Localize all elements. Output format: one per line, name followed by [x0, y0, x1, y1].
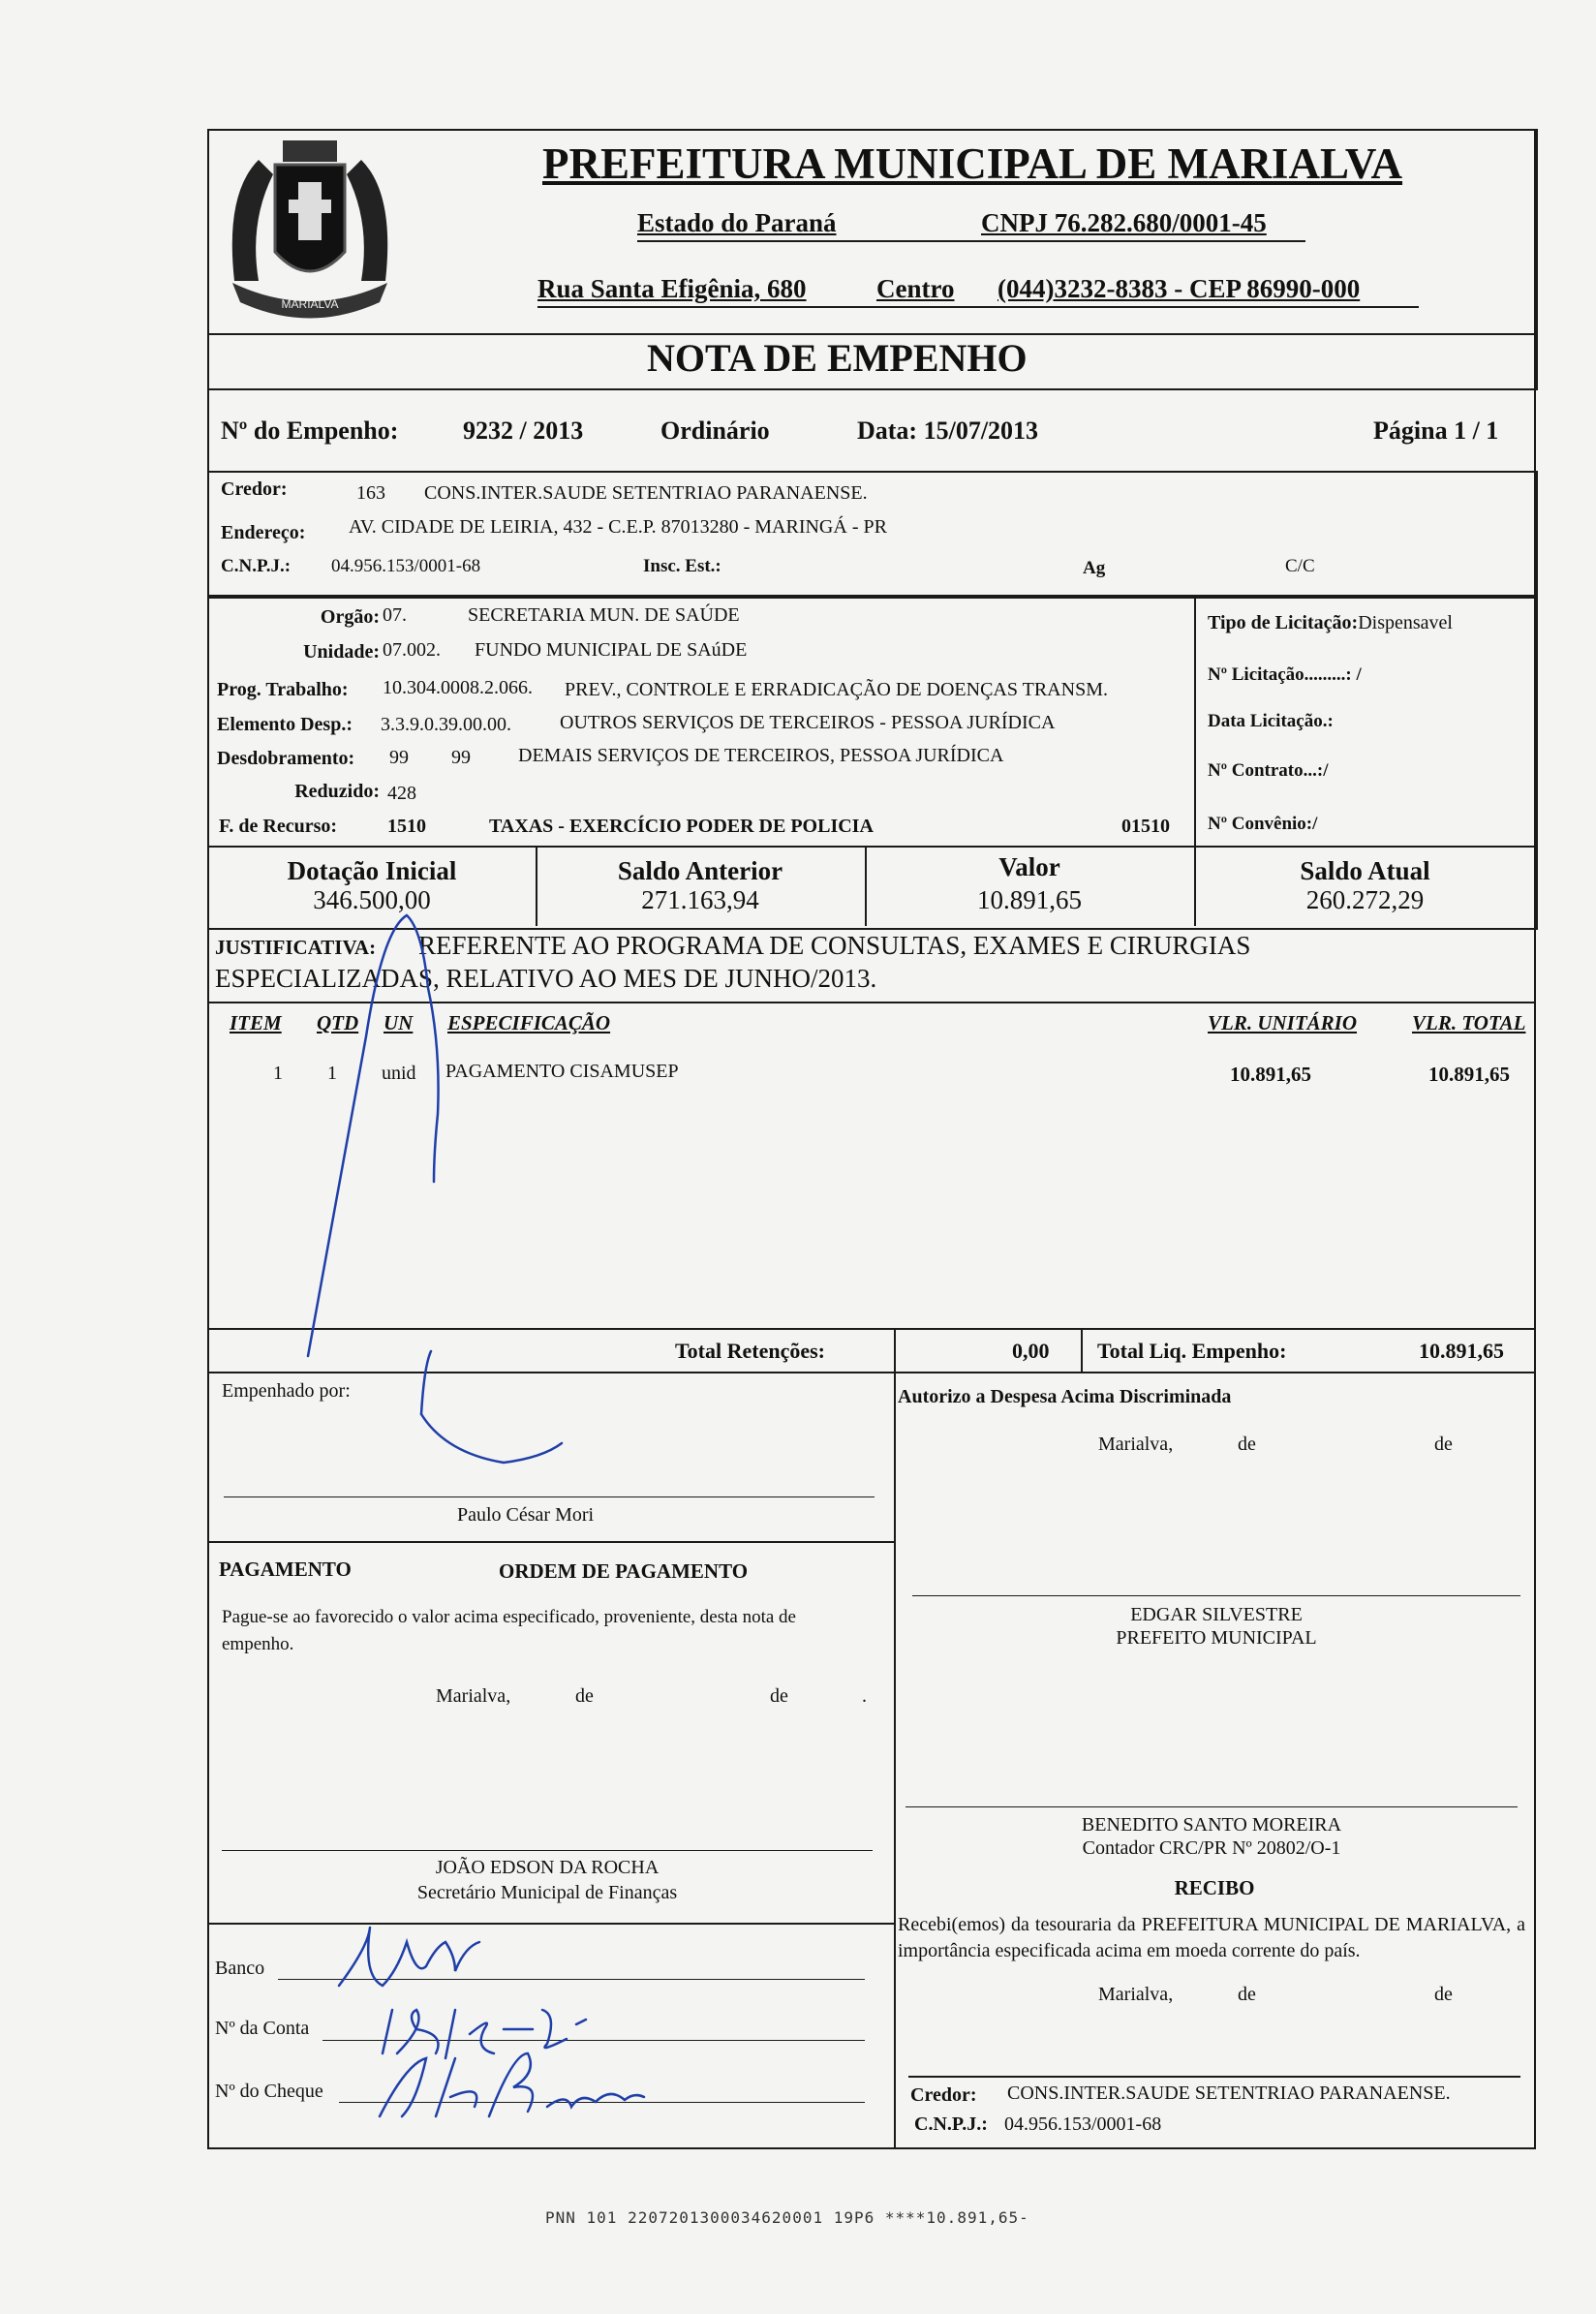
saldo-atual-value: 260.272,29 — [1305, 885, 1425, 914]
page-indicator: Página 1 / 1 — [1373, 417, 1499, 445]
insc-est-label: Insc. Est.: — [643, 556, 721, 576]
elemento-name: OUTROS SERVIÇOS DE TERCEIROS - PESSOA JURÍDICA — [560, 712, 1056, 733]
pague-se-text: Pague-se ao favorecido o valor acima especificado, proveniente, desta nota de empenho. — [222, 1607, 796, 1654]
payment-date-de-1: de — [575, 1685, 594, 1707]
prog-trabalho-code: 10.304.0008.2.066. — [383, 677, 533, 698]
empenho-number-label: Nº do Empenho: — [221, 417, 399, 445]
cheque-label: Nº do Cheque — [215, 2081, 323, 2102]
unidade-label: Unidade: — [303, 641, 380, 663]
saldo-anterior-label: Saldo Anterior — [617, 856, 783, 885]
payment-date-dot: . — [862, 1685, 867, 1707]
autorizo-text: Autorizo a Despesa Acima Discriminada — [898, 1386, 1232, 1407]
empenho-type: Ordinário — [660, 417, 770, 445]
total-liquido-label: Total Liq. Empenho: — [1097, 1339, 1287, 1363]
saldo-atual-label: Saldo Atual — [1300, 856, 1430, 885]
col-header-especificacao: ESPECIFICAÇÃO — [447, 1011, 611, 1034]
empenho-date: Data: 15/07/2013 — [857, 417, 1039, 445]
banco-label: Banco — [215, 1958, 265, 1979]
row-un: unid — [382, 1063, 416, 1084]
pagamento-heading: PAGAMENTO — [219, 1558, 352, 1581]
recurso-code-2: 01510 — [1121, 816, 1170, 837]
orgao-code: 07. — [383, 604, 407, 626]
credor-cnpj: 04.956.153/0001-68 — [331, 556, 481, 576]
municipality-cnpj: CNPJ 76.282.680/0001-45 — [981, 208, 1267, 237]
crest-caption: MARIALVA — [281, 297, 339, 311]
desdobramento-code-2: 99 — [451, 747, 471, 768]
valor-value: 10.891,65 — [977, 885, 1082, 914]
municipal-crest-logo — [215, 136, 405, 329]
row-qtd: 1 — [327, 1063, 337, 1084]
reduzido-label: Reduzido: — [294, 781, 380, 802]
payment-city: Marialva, — [436, 1685, 511, 1707]
autorizo-de-1: de — [1238, 1434, 1256, 1455]
licitacao-numero: Nº Licitação.........: / — [1208, 664, 1362, 685]
document-title: NOTA DE EMPENHO — [647, 336, 1028, 380]
recibo-city: Marialva, — [1098, 1984, 1174, 2005]
prefeito-name: EDGAR SILVESTRE — [1130, 1604, 1303, 1625]
reduzido-value: 428 — [387, 783, 416, 804]
banco-field[interactable] — [278, 1979, 865, 1980]
footer-barcode-text: PNN 101 2207201300034620001 19P6 ****10.891,65- — [545, 2208, 1029, 2227]
credor-name: CONS.INTER.SAUDE SETENTRIAO PARANAENSE. — [424, 482, 868, 504]
unidade-code: 07.002. — [383, 639, 441, 661]
licitacao-tipo: Tipo de Licitação:Dispensavel — [1208, 612, 1453, 633]
credor-code: 163 — [356, 482, 385, 504]
recurso-name: TAXAS - EXERCÍCIO PODER DE POLICIA — [489, 816, 874, 837]
municipality-phone-cep: (044)3232-8383 - CEP 86990-000 — [998, 274, 1361, 303]
total-retencoes-value: 0,00 — [1012, 1339, 1050, 1363]
row-unit-value: 10.891,65 — [1230, 1063, 1311, 1086]
desdobramento-name: DEMAIS SERVIÇOS DE TERCEIROS, PESSOA JURÍDICA — [518, 745, 1004, 766]
conta-label: Nº da Conta — [215, 2018, 310, 2039]
orgao-name: SECRETARIA MUN. DE SAÚDE — [468, 604, 740, 626]
dotacao-inicial-label: Dotação Inicial — [287, 856, 457, 885]
municipality-title: PREFEITURA MUNICIPAL DE MARIALVA — [542, 139, 1403, 188]
contrato-numero: Nº Contrato...:/ — [1208, 760, 1329, 781]
recibo-credor-name: CONS.INTER.SAUDE SETENTRIAO PARANAENSE. — [1007, 2083, 1451, 2104]
prog-trabalho-name: PREV., CONTROLE E ERRADICAÇÃO DE DOENÇAS TRANSM. — [565, 679, 1108, 700]
recurso-code: 1510 — [387, 816, 426, 837]
conta-field[interactable] — [322, 2040, 865, 2041]
account-label: C/C — [1285, 556, 1315, 576]
col-header-qtd: QTD — [317, 1011, 359, 1034]
empenhado-signatory: Paulo César Mori — [457, 1504, 595, 1526]
justificativa-label: JUSTIFICATIVA: — [215, 936, 377, 959]
justificativa-line-2: ESPECIALIZADAS, RELATIVO AO MES DE JUNHO/2013. — [215, 964, 877, 993]
recibo-text: Recebi(emos) da tesouraria da PREFEITURA MUNICIPAL DE MARIALVA, a importância especificada acima em moeda corrente do país. — [898, 1914, 1525, 1961]
recibo-de-2: de — [1434, 1984, 1453, 2005]
autorizo-de-2: de — [1434, 1434, 1453, 1455]
credor-address: AV. CIDADE DE LEIRIA, 432 - C.E.P. 87013280 - MARINGÁ - PR — [349, 516, 887, 538]
prefeito-title: PREFEITO MUNICIPAL — [1116, 1627, 1317, 1649]
elemento-label: Elemento Desp.: — [217, 714, 353, 735]
row-item: 1 — [273, 1063, 283, 1084]
state-name: Estado do Paraná — [637, 208, 837, 237]
convenio-numero: Nº Convênio:/ — [1208, 814, 1318, 834]
desdobramento-label: Desdobramento: — [217, 748, 355, 769]
total-liquido-value: 10.891,65 — [1419, 1339, 1504, 1363]
contador-name: BENEDITO SANTO MOREIRA — [1081, 1814, 1342, 1836]
total-retencoes-label: Total Retenções: — [675, 1339, 825, 1363]
recibo-heading: RECIBO — [1174, 1876, 1255, 1899]
recibo-cnpj: 04.956.153/0001-68 — [1004, 2113, 1162, 2135]
municipality-address: Rua Santa Efigênia, 680 — [537, 274, 807, 303]
recurso-label: F. de Recurso: — [219, 816, 338, 837]
desdobramento-code-1: 99 — [389, 747, 409, 768]
licitacao-data: Data Licitação.: — [1208, 711, 1334, 731]
row-total-value: 10.891,65 — [1428, 1063, 1510, 1086]
dotacao-inicial-value: 346.500,00 — [313, 885, 431, 914]
agency-label: Ag — [1083, 558, 1106, 578]
ordem-pagamento-heading: ORDEM DE PAGAMENTO — [499, 1559, 749, 1583]
empenho-number: 9232 / 2013 — [463, 417, 584, 445]
elemento-code: 3.3.9.0.39.00.00. — [381, 714, 511, 735]
recibo-credor-label: Credor: — [910, 2084, 977, 2106]
row-especificacao: PAGAMENTO CISAMUSEP — [445, 1061, 679, 1082]
payment-date-de-2: de — [770, 1685, 788, 1707]
cheque-field[interactable] — [339, 2102, 865, 2103]
municipality-district: Centro — [876, 274, 955, 303]
credor-cnpj-label: C.N.P.J.: — [221, 556, 292, 576]
address-label: Endereço: — [221, 522, 306, 543]
autorizo-city: Marialva, — [1098, 1434, 1174, 1455]
col-header-item: ITEM — [230, 1011, 282, 1034]
secretario-name: JOÃO EDSON DA ROCHA — [435, 1857, 660, 1878]
col-header-un: UN — [384, 1011, 414, 1034]
prog-trabalho-label: Prog. Trabalho: — [217, 679, 349, 700]
orgao-label: Orgão: — [320, 606, 380, 628]
col-header-unit-value: VLR. UNITÁRIO — [1208, 1011, 1358, 1034]
valor-label: Valor — [998, 852, 1060, 881]
contador-title: Contador CRC/PR Nº 20802/O-1 — [1082, 1837, 1341, 1859]
justificativa-line-1: REFERENTE AO PROGRAMA DE CONSULTAS, EXAMES E CIRURGIAS — [418, 931, 1251, 960]
recibo-cnpj-label: C.N.P.J.: — [914, 2113, 988, 2135]
credor-label: Credor: — [221, 478, 288, 500]
saldo-anterior-value: 271.163,94 — [641, 885, 759, 914]
secretario-title: Secretário Municipal de Finanças — [416, 1882, 678, 1903]
unidade-name: FUNDO MUNICIPAL DE SAúDE — [475, 639, 748, 661]
recibo-de-1: de — [1238, 1984, 1256, 2005]
col-header-total-value: VLR. TOTAL — [1412, 1011, 1526, 1034]
empenhado-por-label: Empenhado por: — [222, 1380, 351, 1402]
